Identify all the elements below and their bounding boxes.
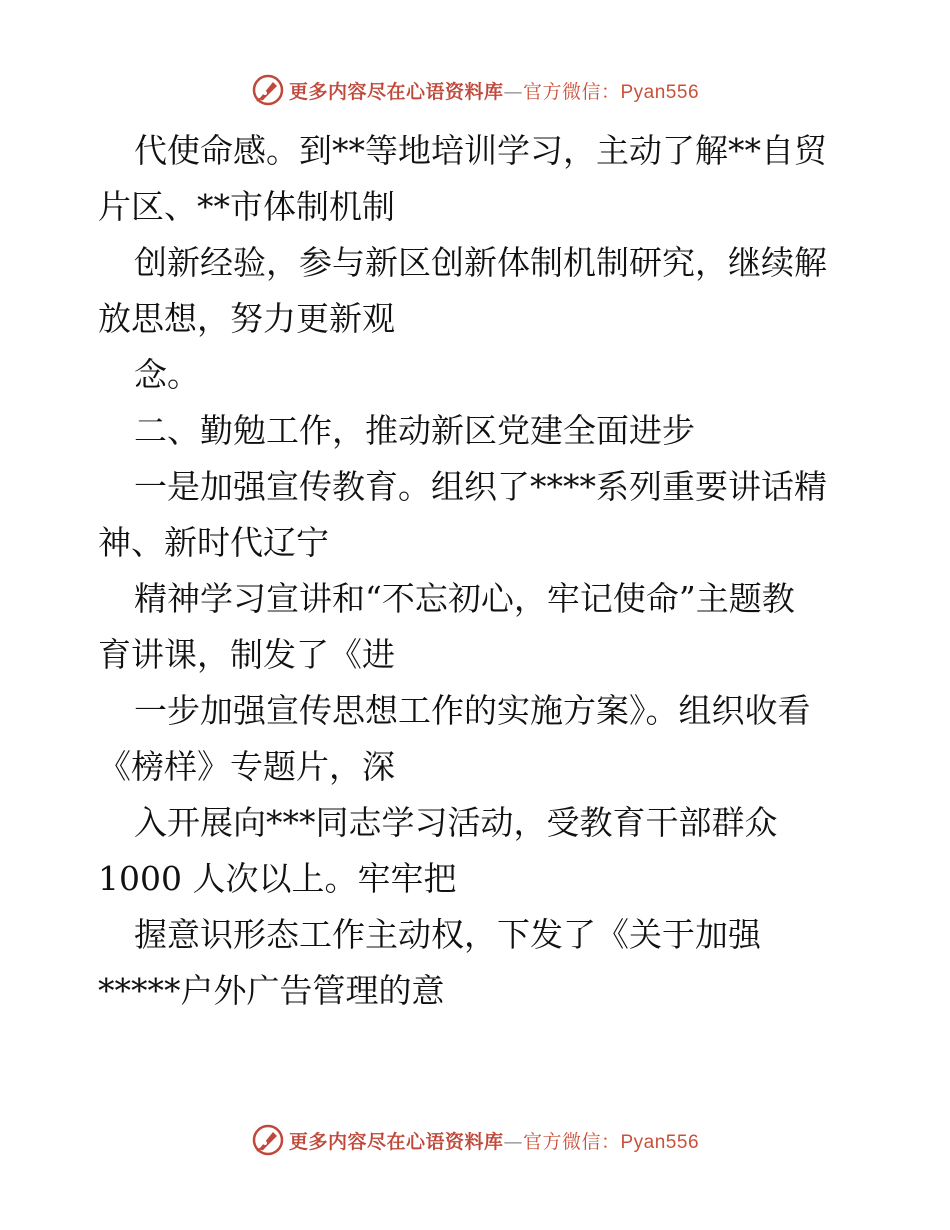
paragraph-line: 念。 bbox=[134, 355, 200, 394]
paragraph-line: 创新经验，参与新区创新体制机制研究，继续解 bbox=[134, 243, 827, 282]
banner-dash: — bbox=[503, 80, 523, 103]
footer-banner-text bbox=[289, 1127, 699, 1154]
pen-nib-logo-icon bbox=[251, 73, 285, 107]
banner-wechat-label: 官方微信： bbox=[522, 80, 621, 103]
paragraph-line: 代使命感。到**等地培训学习，主动了解**自贸 bbox=[134, 131, 827, 170]
paragraph-line: 放思想，努力更新观 bbox=[98, 299, 395, 338]
header-banner-text bbox=[289, 77, 699, 104]
paragraph-line: 神、新时代辽宁 bbox=[98, 523, 329, 562]
paragraph-line: 1000 人次以上。牢牢把 bbox=[98, 859, 457, 898]
paragraph-line: 入开展向***同志学习活动，受教育干部群众 bbox=[134, 803, 778, 842]
pen-nib-logo-icon bbox=[251, 1123, 285, 1157]
paragraph-line: *****户外广告管理的意 bbox=[98, 971, 445, 1010]
paragraph-line: 育讲课，制发了《进 bbox=[98, 635, 395, 674]
paragraph-line: 精神学习宣讲和“不忘初心，牢记使命”主题教 bbox=[134, 579, 795, 618]
banner-wechat-label: 官方微信： bbox=[522, 1130, 621, 1153]
banner-dash: — bbox=[503, 1130, 523, 1153]
paragraph-line: 片区、**市体制机制 bbox=[98, 187, 395, 226]
banner-brand: 更多内容尽在心语资料库 bbox=[288, 1130, 504, 1153]
paragraph-line: 握意识形态工作主动权，下发了《关于加强 bbox=[134, 915, 761, 954]
banner-wechat-id: Pyan556 bbox=[620, 1131, 700, 1153]
header-banner bbox=[0, 70, 950, 110]
document-body bbox=[98, 123, 858, 1019]
footer-banner bbox=[0, 1120, 950, 1160]
paragraph-line: 一步加强宣传思想工作的实施方案》。组织收看 bbox=[134, 691, 811, 730]
banner-brand: 更多内容尽在心语资料库 bbox=[288, 80, 504, 103]
section-heading: 二、勤勉工作，推动新区党建全面进步 bbox=[134, 411, 695, 450]
banner-wechat-id: Pyan556 bbox=[620, 81, 700, 103]
paragraph-line: 一是加强宣传教育。组织了****系列重要讲话精 bbox=[134, 467, 827, 506]
paragraph-line: 《榜样》专题片，深 bbox=[98, 747, 395, 786]
